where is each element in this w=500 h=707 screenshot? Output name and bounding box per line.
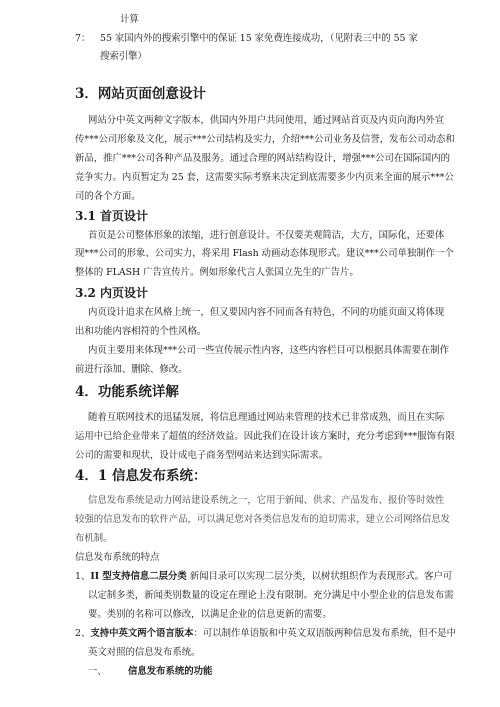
feature1-title: II 型支持信息二层分类: [90, 571, 187, 582]
feature1-line: [75, 570, 452, 583]
section4-1-heading: 4．1 信息发布系统：: [75, 468, 207, 484]
item6-tail: 计算: [120, 14, 139, 25]
section3-para-line: 新品，推广***公司各种产品及服务。通过合理的网站结构设计，增强***公司在国际国内的: [75, 153, 451, 164]
section4-1-para-line: 信息发布系统是动力网站建设系统之一，它用于新闻、供求、产品发布、报价等时效性: [88, 495, 445, 506]
feature1-line2: 以定制多类，新闻类别数量的设定在理论上没有限制。充分满足中小型企业的信息发布需: [88, 590, 454, 601]
section3-para-line: 司的各个方面。: [75, 191, 141, 202]
section4-para-line: 随着互联网技术的迅猛发展，将信息理通过网站来管理的技术已非常成熟，而且在实际: [88, 412, 445, 423]
section3-2-para-line: 前进行添加、删除、修改。: [75, 364, 188, 375]
section3-para-line: 传***公司形象及文化，展示***公司结构及实力，介绍***公司业务及信誉，发布公司动态和: [75, 134, 455, 145]
feature1-line3: 要。类别的名称可以修改，以满足企业的信息更新的需要。: [88, 609, 332, 620]
feature2-number: 2、: [75, 628, 91, 639]
section4-para-line: 运用中已给企业带来了超值的经济效益。因此我们在设计该方案时，充分考虑到***服饰有限: [75, 431, 455, 442]
item7-line2: 搜索引擎）: [100, 51, 147, 62]
function-number: 一、: [88, 666, 107, 677]
feature2-line: [75, 627, 456, 640]
item7-number: 7：: [75, 33, 91, 44]
section4-heading: 4．功能系统详解: [75, 384, 179, 400]
section4-1-para-line: 较强的信息发布的软件产品，可以满足您对各类信息发布的迫切需求，建立公司网络信息发: [75, 514, 451, 525]
section3-2-para-line: 出和功能内容相符的个性风格。: [75, 326, 207, 337]
section4-1-para-line: 布机制。: [75, 533, 113, 544]
section3-para-line: 网站分中英文两种文字版本，供国内外用户共同使用，通过网站首页及内页向海内外宣: [88, 115, 445, 126]
section3-1-para-line: 首页是公司整体形象的浓缩，进行创意设计。不仅要美观简洁，大方，国际化，还要体: [88, 230, 445, 241]
features-title: 信息发布系统的特点: [75, 552, 160, 563]
function-title: 信息发布系统的功能: [128, 666, 213, 677]
feature2-title: 支持中英文两个语言版本: [90, 628, 194, 639]
section3-1-heading: 3.1 首页设计: [75, 209, 149, 223]
section3-heading: 3．网站页面创意设计: [75, 86, 206, 102]
section3-para-line: 竞争实力。内页暂定为 25 套，这需要实际考察来决定到底需要多少内页来全面的展示***公: [75, 172, 454, 183]
feature2-line2: 英文对照的信息发布系统。: [88, 647, 201, 658]
feature1-text: 新闻目录可以实现二层分类，以树状组织作为表现形式。客户可: [189, 571, 453, 582]
feature2-text: ：可以制作单语版和中英文双语版两种信息发布系统，但不是中: [193, 628, 456, 639]
section3-2-heading: 3.2 内页设计: [75, 286, 149, 300]
feature1-number: 1、: [75, 571, 91, 582]
item7-line1: 55 家国内外的搜索引擎中的保证 15 家免费连接成功，（见附表三中的 55 家: [100, 33, 418, 44]
section3-1-para-line: 现***公司的形象、公司实力，将采用 Flash 动画动态体现形式。建议***公司单独制作一个: [75, 248, 454, 259]
section3-2-para-line: 内页主要用来体现***公司一些宣传展示性内容，这些内容栏目可以根据具体需要在制作: [88, 345, 449, 356]
section4-para-line: 公司的需要和现状，设计成电子商务型网站来达到实际需求。: [75, 450, 329, 461]
section3-2-para-line: 内页设计追求在风格上统一，但又要因内容不同而各有特色，不同的功能页面又将体现: [88, 307, 445, 318]
section3-1-para-line: 整体的 FLASH 广告宣传片。例如形象代言人张国立先生的广告片。: [75, 267, 359, 278]
